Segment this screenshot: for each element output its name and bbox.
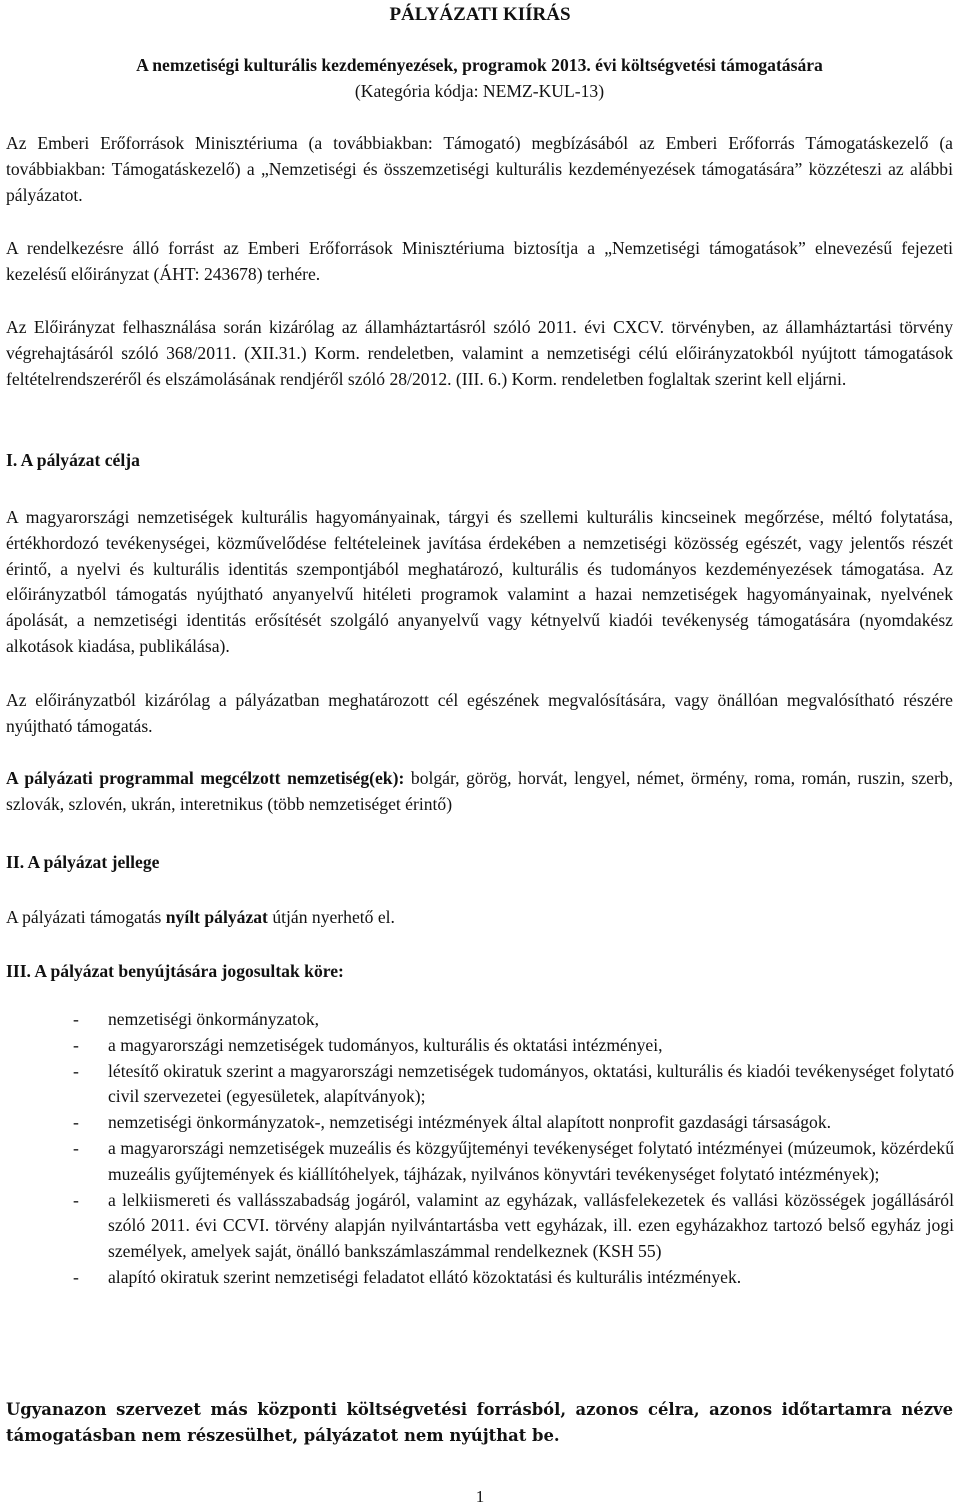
subtitle-line-1: A nemzetiségi kulturális kezdeményezések, programok 2013. évi költségvetési támogatására (136, 55, 823, 75)
final-notice: Ugyanazon szervezet más központi költségvetési forrásból, azonos célra, azonos időtartamra nézve támogatásban nem részesülhet, pályázatot nem nyújthat be. (6, 1400, 953, 1445)
rules-paragraph: Az Előirányzat felhasználása során kizárólag az államháztartásról szóló 2011. évi CXCV. törvényben, az államháztartási törvény végrehajtásáról szóló 368/2011. (XII.31.) Korm. rendeletben, valamint a nemzetiségi célú előirányzatokból nyújtott támogatások feltételrendszeréről és elszámolásának rendjéről szóló 28/2012. (III. 6.) Korm. rendeletben foglaltak szerint kell eljárni. (6, 317, 953, 389)
target-nationalities (6, 766, 953, 818)
page-number: 1 (475, 1487, 485, 1506)
list-item: - nemzetiségi önkormányzatok-, nemzetiségi intézmények által alapított nonprofit gazdasági társaságok. (73, 1112, 832, 1133)
list-item: - létesítő okiratuk szerint a magyarországi nemzetiségek tudományos, oktatási, kulturális és kiadói tevékenységet folytató civil szervezetei (egyesületek, alapítványok); (73, 1060, 954, 1107)
document-title: PÁLYÁZATI KIÍRÁS (389, 4, 571, 25)
list-item: - a lelkiismereti és vallásszabadság jogáról, valamint az egyházak, vallásfelekezetek és vallási közösségek jogállásáról szóló 2011. évi CCVI. törvény alapján nyilvántartásba vett egyházak, ill. ezen egyházakhoz tartozó belső egyház jogi személyek, amelyek saját, önálló bankszámlaszámmal rendelkeznek (KSH 55) (73, 1189, 954, 1262)
subtitle-line-2: (Kategória kódja: NEMZ-KUL-13) (354, 80, 605, 101)
section-2-post: útján nyerhető el. (267, 907, 395, 927)
section-3-title: III. A pályázat benyújtására jogosultak köre: (6, 961, 344, 981)
target-text: bolgár, görög, horvát, lengyel, német, örmény, roma, román, ruszin, szerb, szlovák, szlovén, ukrán, interetnikus (több nemzetiséget érintő) (6, 768, 953, 814)
section-2-title: II. A pályázat jellege (6, 852, 160, 872)
target-label: A pályázati programmal megcélzott nemzetiség(ek): (6, 768, 405, 788)
section-2-paragraph (6, 905, 953, 931)
list-item: - alapító okiratuk szerint nemzetiségi feladatot ellátó közoktatási és kulturális intézmények. (73, 1266, 742, 1287)
section-1-paragraph-1: A magyarországi nemzetiségek kulturális hagyományainak, tárgyi és szellemi kulturális kincseinek megőrzése, méltó folytatása, értékhordozó tevékenységei, közművelődése feltételeinek javítása érdekében a nemzetiségi közösség egészét, vagy jelentős részét érintő, a nyelvi és kulturális identitás szempontjából meghatározó, kulturális és tudományos kezdeményezések támogatása. Az előirányzatból támogatás nyújtható anyanyelvű hitéleti programok valamint a hazai nemzetiségek hagyományainak, nyelvének ápolását, a nemzetiségi identitás erősítését szolgáló anyanyelvű vagy kétnyelvű kiadói tevékenység támogatására (nyomdakész alkotások kiadása, publikálása). (6, 507, 953, 656)
list-item: - a magyarországi nemzetiségek muzeális és közgyűjteményi tevékenységet folytató intézményei (múzeumok, közérdekű muzeális gyűjtemények és kiállítóhelyek, tájházak, nyilvános könyvtári tevékenységet folytató intézmények); (73, 1137, 954, 1184)
list-item: - nemzetiségi önkormányzatok, (73, 1009, 320, 1029)
intro-paragraph: Az Emberi Erőforrások Minisztériuma (a továbbiakban: Támogató) megbízásából az Emberi Erőforrás Támogatáskezelő (a továbbiakban: Támogatáskezelő) a „Nemzetiségi és összemzetiségi kulturális kezdeményezések támogatására” közzéteszi az alábbi pályázatot. (6, 133, 953, 205)
eligible-list (0, 1007, 954, 1291)
list-item: - a magyarországi nemzetiségek tudományos, kulturális és oktatási intézményei, (73, 1034, 663, 1055)
funding-paragraph: A rendelkezésre álló forrást az Emberi Erőforrások Minisztériuma biztosítja a „Nemzetiségi támogatások” elnevezésű fejezeti kezelésű előirányzat (ÁHT: 243678) terhére. (6, 238, 953, 284)
section-2-bold: nyílt pályázat (165, 907, 268, 927)
section-1-title: I. A pályázat célja (6, 450, 140, 470)
document-subtitle (6, 53, 953, 105)
section-2-pre: A pályázati támogatás (6, 907, 166, 927)
section-1-paragraph-2: Az előirányzatból kizárólag a pályázatban meghatározott cél egészének megvalósítására, vagy önállóan megvalósítható részére nyújtható támogatás. (6, 690, 953, 736)
